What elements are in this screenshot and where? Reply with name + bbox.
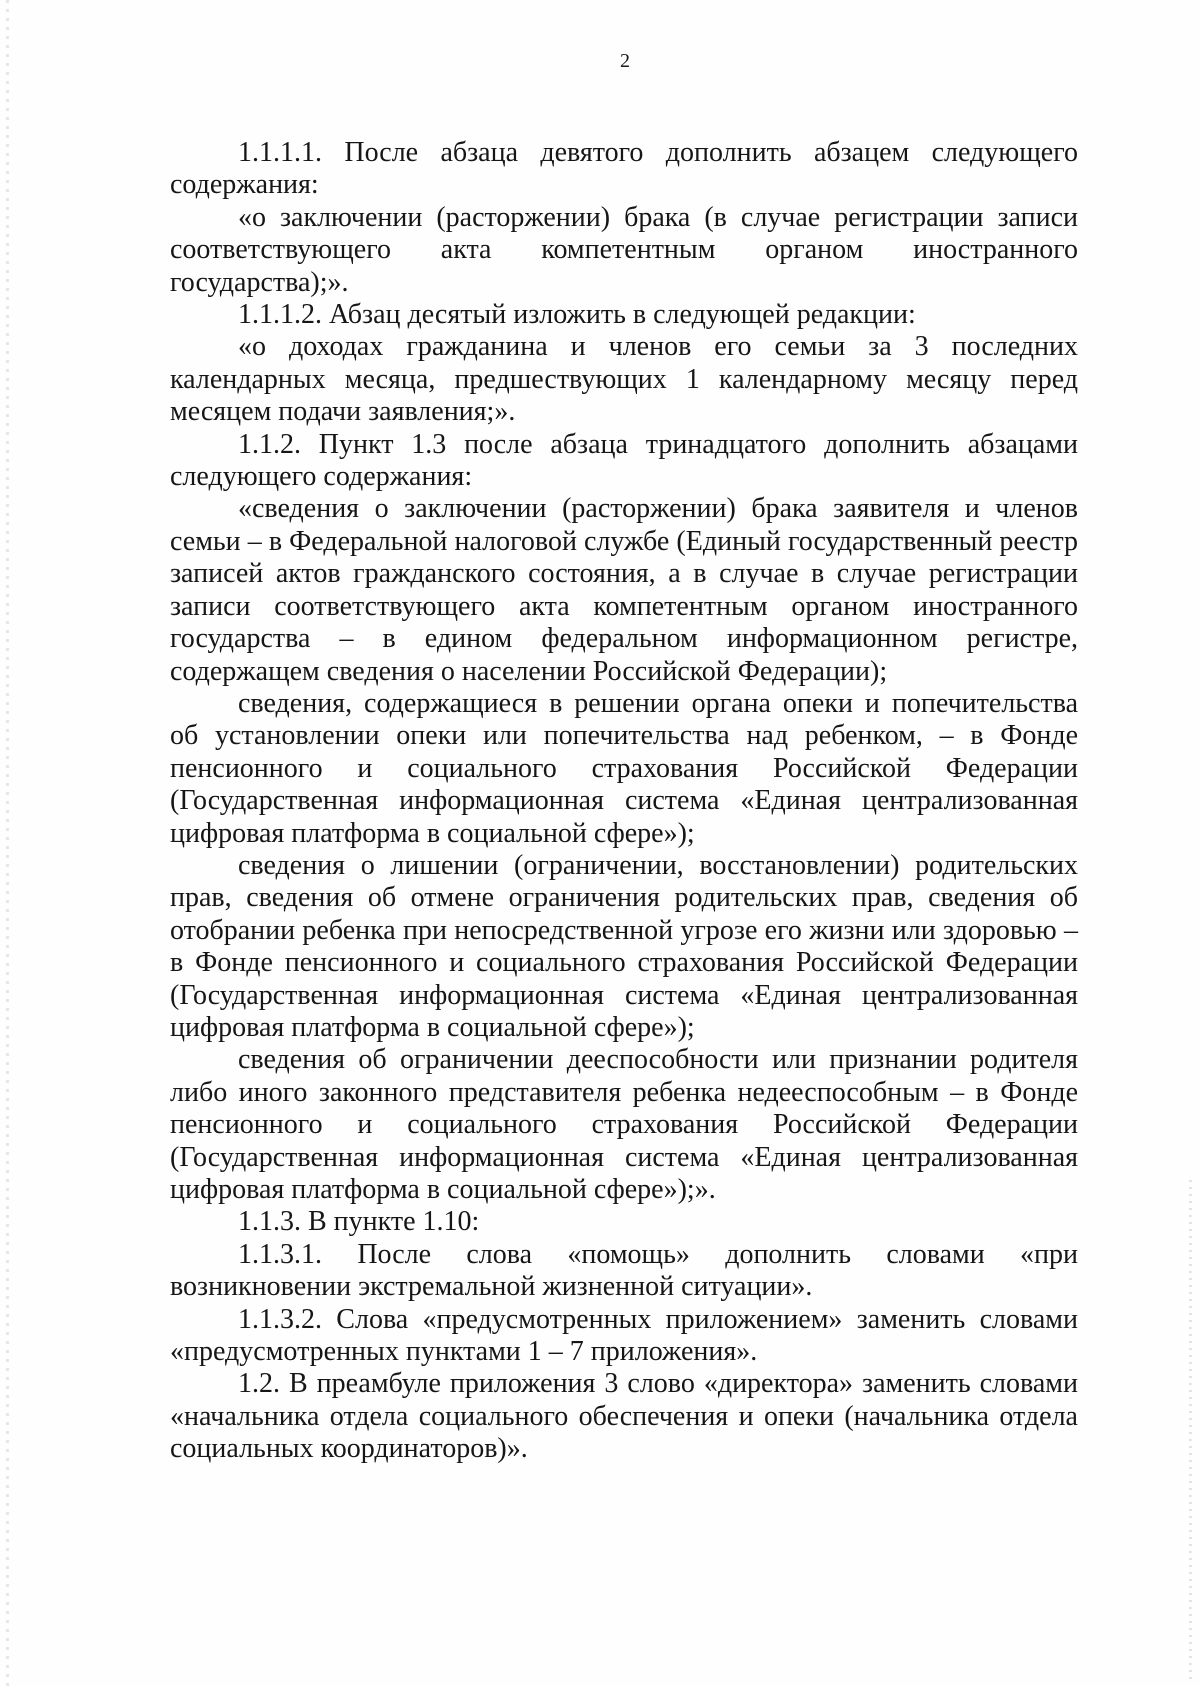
paragraph-1-1-3: 1.1.3. В пункте 1.10: [238, 1206, 480, 1238]
paragraph-1-1-1-2: 1.1.1.2. Абзац десятый изложить в следующей редакции: [238, 299, 916, 331]
paragraph-marriage-info: «сведения о заключении (расторжении) брака заявителя и членов семьи – в Федеральной налоговой службе (Единый государственный реестр записей актов гражданского состояния, а в случае в случае регистрации записи соответствующего акта компетентным органом иностранного государства – в едином федеральном информационном регистре, содержащем сведения о населении Российской Федерации); [170, 493, 1078, 687]
paragraph-guardianship-info: сведения, содержащиеся в решении органа опеки и попечительства об установлении опеки или попечительства над ребенком, – в Фонде пенсионного и социального страхования Российской Федерации (Государственная информационная система «Единая централизованная цифровая платформа в социальной сфере»); [170, 687, 1078, 849]
paragraph-capacity-info: сведения об ограничении дееспособности или признании родителя либо иного законного представителя ребенка недееспособным – в Фонде пенсионного и социального страхования Российской Федерации (Государственная информационная система «Единая централизованная цифровая платформа в социальной сфере»);». [170, 1044, 1078, 1205]
paragraph-income-quote: «о доходах гражданина и членов его семьи за 3 последних календарных месяца, предшествующих 1 календарному месяцу перед месяцем подачи заявления;». [170, 331, 1078, 428]
paragraph-1-1-2: 1.1.2. Пункт 1.3 после абзаца тринадцатого дополнить абзацами следующего содержания: [170, 428, 1078, 493]
scan-edge-right [1189, 1180, 1192, 1680]
page-number: 2 [620, 50, 630, 72]
paragraph-1-1-1-1: 1.1.1.1. После абзаца девятого дополнить абзацем следующего содержания: [170, 137, 1078, 201]
paragraph-marriage-quote: «о заключении (расторжении) брака (в случае регистрации записи соответствующего акта компетентным органом иностранного государства);». [170, 201, 1078, 298]
paragraph-1-1-3-2: 1.1.3.2. Слова «предусмотренных приложением» заменить словами «предусмотренных пунктами 1 – 7 приложения». [170, 1303, 1078, 1368]
paragraph-1-2: 1.2. В преамбуле приложения 3 слово «директора» заменить словами «начальника отдела социального обеспечения и опеки (начальника отдела социальных координаторов)». [170, 1368, 1078, 1465]
paragraph-1-1-3-1: 1.1.3.1. После слова «помощь» дополнить словами «при возникновении экстремальной жизненной ситуации». [170, 1238, 1078, 1303]
scan-edge-left [6, 0, 9, 1686]
document-body [170, 137, 1078, 1466]
paragraph-parental-rights-info: сведения о лишении (ограничении, восстановлении) родительских прав, сведения об отмене ограничения родительских прав, сведения об отобрании ребенка при непосредственной угрозе его жизни или здоровью – в Фонде пенсионного и социального страхования Российской Федерации (Государственная информационная система «Единая централизованная цифровая платформа в социальной сфере»); [170, 849, 1078, 1043]
